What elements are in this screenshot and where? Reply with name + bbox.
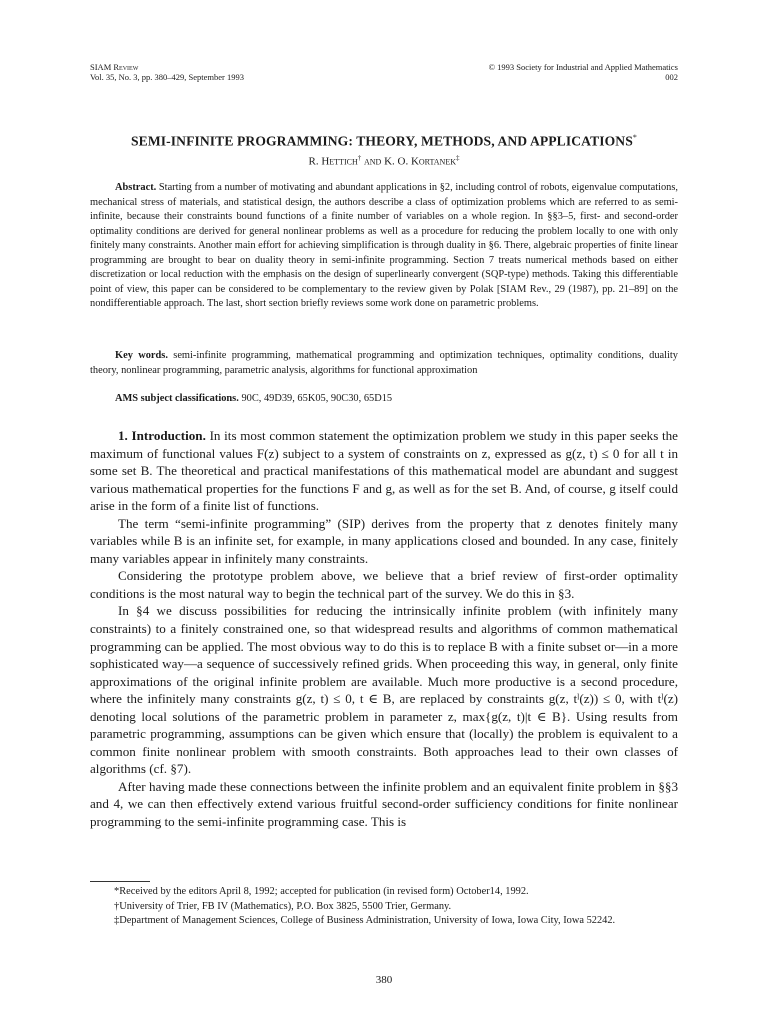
journal-name: SIAM Review: [90, 62, 139, 72]
journal-header: [90, 62, 244, 82]
paragraph-text: In its most common statement the optimization problem we study in this paper seeks the maximum of functional values F(z) subject to a system of constraints on z, expressed as g(z, t) ≤ 0 for all t in some set B. The theoretical and practical manifestations of this mathematical model are abundant and suggest various mathematical properties for the functions F and g, as well as for the set B. And, of course, g itself could arise in the form of a finite list of functions.: [90, 428, 678, 514]
paragraph: [90, 427, 678, 515]
footnote: †University of Trier, FB IV (Mathematics), P.O. Box 3825, 5500 Trier, Germany.: [114, 900, 452, 912]
paragraph: Considering the prototype problem above, we believe that a brief review of first-order optimality conditions is the most natural way to begin the technical part of the survey. We do this in §3.: [90, 568, 678, 601]
author-2: K. O. Kortanek: [384, 155, 456, 168]
abstract: [90, 181, 678, 312]
footnotes: [90, 885, 678, 929]
paragraph: The term “semi-infinite programming” (SIP) derives from the property that z denotes finitely many variables while B is an infinite set, for example, in many applications closed and bounded. In any case, finitely many variables appear in infinitely many constraints.: [90, 515, 678, 566]
copyright-header: [489, 62, 678, 82]
title-footnote-mark: *: [632, 133, 637, 142]
page-number: 380: [375, 974, 393, 986]
abstract-text: Starting from a number of motivating and abundant applications in §2, including control of robots, eigenvalue computations, mechanical stress of materials, and statistical design, the authors describe a class of optimization problems which are referred to as semi-infinite, because their constraints bound functions of a finite number of variables on a whole region. In §§3–5, first- and second-order optimality conditions are derived for general nonlinear problems as well as a procedure for reducing the problem locally to one with only finitely many constraints. Another main effort for achieving simplification is through duality in §6. There, algebraic properties of finite linear programming are brought to bear on duality theory in semi-infinite programming. Section 7 treats numerical methods based on either discretization or local reduction with the emphasis on the design of superlinearly convergent (SQP-type) methods. Taking this differentiable point of view, this paper can be considered to be complementary to the review given by Polak [SIAM Rev., 29 (1987), pp. 21–89] on the nondifferentiable approach. The last, short section briefly reviews some work done on parametric problems.: [90, 182, 678, 310]
author-1: R. Hettich: [308, 155, 358, 168]
author-conjunction: and: [363, 155, 382, 168]
section-heading: 1. Introduction.: [118, 428, 206, 443]
footnote: *Received by the editors April 8, 1992; accepted for publication (in revised form) October14, 1992.: [114, 886, 529, 897]
footnote-rule: [90, 881, 150, 882]
ams-classifications: [115, 392, 392, 406]
copyright-notice: © 1993 Society for Industrial and Applied Mathematics: [488, 62, 678, 72]
paper-title-text: SEMI-INFINITE PROGRAMMING: THEORY, METHODS, AND APPLICATIONS: [131, 133, 633, 149]
paper-title: [90, 133, 678, 150]
ams-codes: 90C, 49D39, 65K05, 90C30, 65D15: [241, 393, 393, 404]
keywords: [90, 349, 678, 378]
article-code: 002: [665, 72, 678, 82]
ams-label: AMS subject classifications.: [115, 393, 239, 404]
paragraph: After having made these connections between the infinite problem and an equivalent finite problem in §§3 and 4, we can then effectively extend various fruitful second-order sufficiency conditions for finite nonlinear programming to the semi-infinite programming case. This is: [90, 778, 678, 830]
author-2-mark: ‡: [456, 154, 460, 162]
paragraph: In §4 we discuss possibilities for reducing the intrinsically infinite problem (with infinitely many constraints) to a finitely constrained one, so that widespread results and algorithms of common mathematical programming can be applied. The most obvious way to do this is to replace B with a finite subset or—in a more sophisticated way—a sequence of successively refined grids. When proceeding this way, in general, only finite approximations of the original infinite problem are available. Much more productive is a second procedure, where the infinitely many constraints g(z, t) ≤ 0, t ∈ B, are replaced by constraints g(z, tˡ(z)) ≤ 0, with tˡ(z) denoting local solutions of the parametric problem in parameter z, max{g(z, t)|t ∈ B}. Using results from parametric programming, assumptions can be given which ensure that (locally) the problem is equivalent to a common finite nonlinear problem with smooth constraints. Both approaches lead to their own classes of algorithms (cf. §7).: [90, 603, 678, 777]
author-1-mark: †: [357, 154, 362, 162]
body-text: [90, 427, 678, 831]
author-line: [90, 154, 678, 168]
abstract-label: Abstract.: [115, 182, 157, 193]
journal-issue: Vol. 35, No. 3, pp. 380–429, September 1993: [90, 72, 245, 82]
keywords-text: semi-infinite programming, mathematical programming and optimization techniques, optimality conditions, duality theory, nonlinear programming, parametric analysis, algorithms for functional approximation: [90, 350, 678, 376]
keywords-label: Key words.: [115, 350, 168, 361]
footnote: ‡Department of Management Sciences, College of Business Administration, University of Iowa, Iowa City, Iowa 52242.: [114, 915, 616, 926]
